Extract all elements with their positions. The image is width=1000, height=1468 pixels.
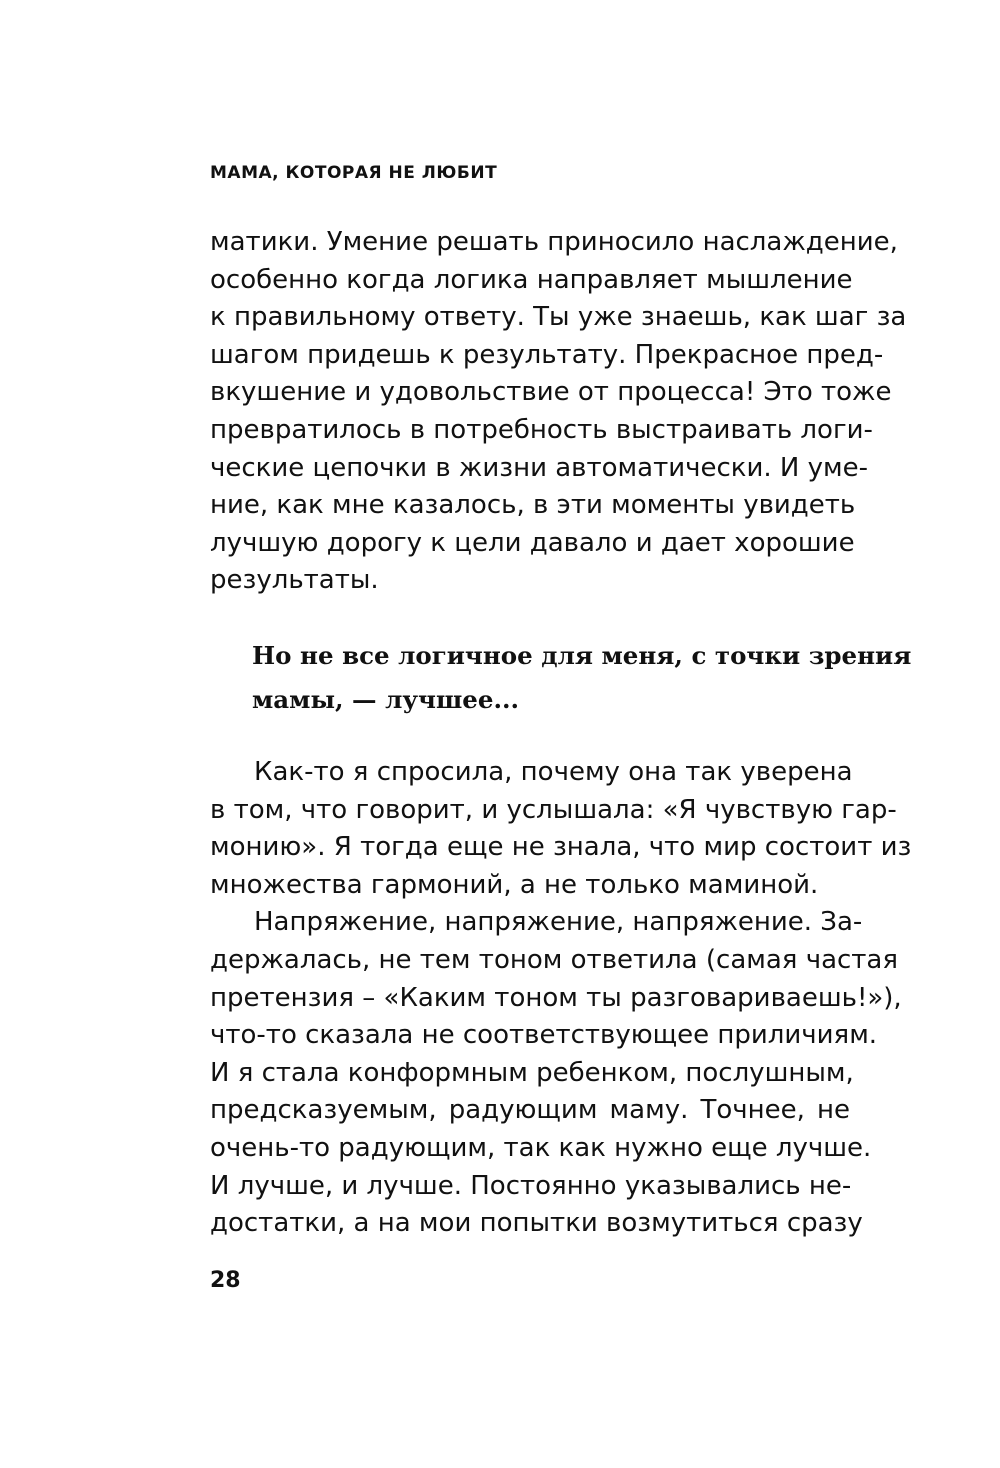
text-line: очень-то радующим, так как нужно еще лучше. (210, 1132, 872, 1163)
text-line: особенно когда логика направляет мышление (210, 264, 853, 295)
paragraph-3 (210, 904, 902, 1242)
text-line: держалась, не тем тоном ответила (самая частая (210, 944, 899, 975)
text-line: предсказуемым, радующим маму. Точнее, не (210, 1095, 850, 1126)
text-line: превратилось в потребность выстраивать логи- (210, 414, 873, 445)
text-line: монию». Я тогда еще не знала, что мир состоит из (210, 832, 912, 863)
text-line: матики. Умение решать приносило наслаждение, (210, 227, 898, 257)
text-line: ческие цепочки в жизни автоматически. И уме- (210, 452, 869, 483)
body-text (210, 754, 912, 1243)
text-line: ние, как мне казалось, в эти моменты увидеть (210, 490, 856, 521)
paragraph-1 (210, 224, 907, 600)
text-line: к правильному ответу. Ты уже знаешь, как шаг за (210, 302, 907, 333)
text-line: что-то сказала не соответствующее приличиям. (210, 1020, 878, 1051)
text-line: лучшую дорогу к цели давало и дает хорошие (210, 527, 855, 558)
running-header: МАМА, КОТОРАЯ НЕ ЛЮБИТ (210, 163, 498, 183)
subheading-line: Но не все логичное для меня, с точки зрения (252, 641, 912, 670)
text-line: результаты. (210, 565, 379, 596)
section-subheading (252, 634, 912, 722)
text-line: претензия – «Каким тоном ты разговариваешь!»), (210, 982, 902, 1013)
text-line: вкушение и удовольствие от процесса! Это тоже (210, 377, 892, 408)
text-line: достатки, а на мои попытки возмутиться сразу (210, 1208, 863, 1239)
text-line: шагом придешь к результату. Прекрасное пред- (210, 339, 884, 370)
subheading-line: мамы, — лучшее... (252, 685, 520, 714)
text-line: множества гармоний, а не только маминой. (210, 869, 819, 900)
text-line: в том, что говорит, и услышала: «Я чувствую гар- (210, 794, 897, 825)
text-line: Напряжение, напряжение, напряжение. За- (254, 907, 863, 938)
page-number: 28 (210, 1268, 241, 1293)
text-line: И я стала конформным ребенком, послушным, (210, 1057, 854, 1088)
text-line: И лучше, и лучше. Постоянно указывались не- (210, 1170, 852, 1201)
paragraph-2 (210, 754, 912, 904)
text-line: Как-то я спросила, почему она так уверена (254, 757, 853, 787)
